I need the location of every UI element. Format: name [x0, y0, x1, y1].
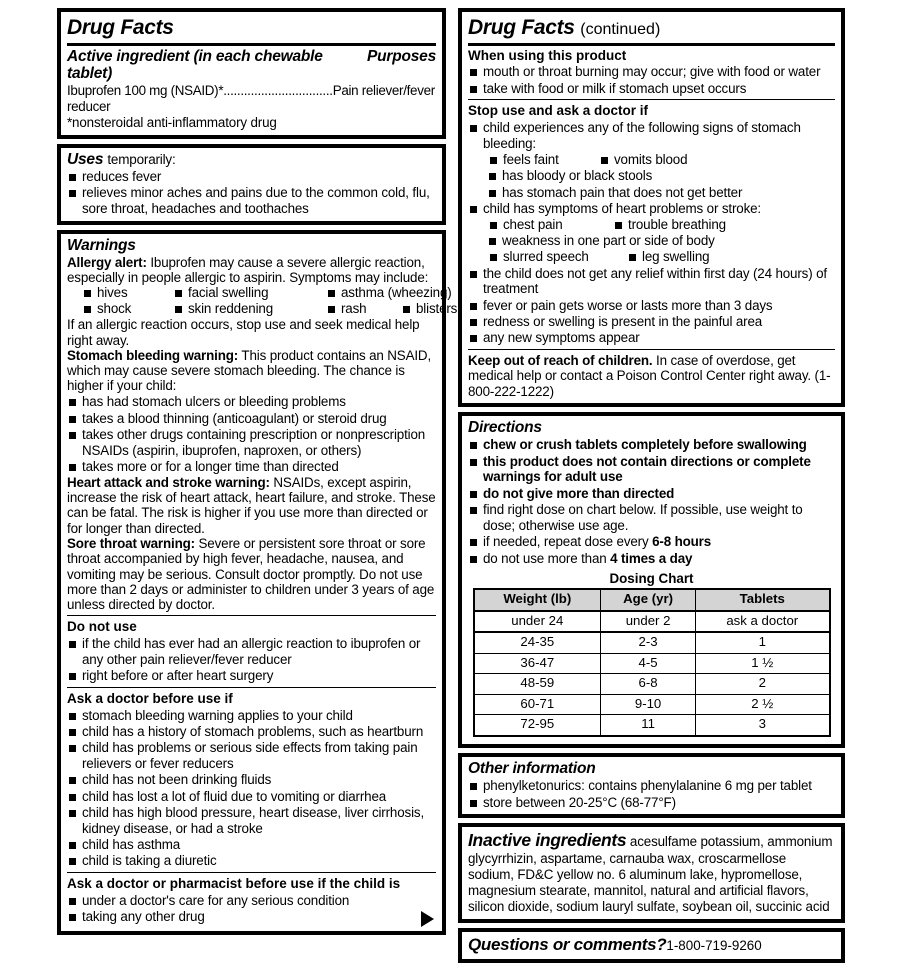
- active-ingredient-footnote: *nonsteroidal anti-inflammatory drug: [67, 114, 277, 130]
- list-item: child has a history of stomach problems, such as heartburn: [67, 724, 436, 740]
- symptom-item: skin reddening: [175, 301, 328, 317]
- direction-emphasis: 4 times a day: [610, 550, 693, 566]
- stomach-bleeding-text: This product contains an NSAID, which may cause severe stomach bleeding. The chance is higher if your child:: [67, 347, 432, 394]
- page-title: Drug Facts: [67, 16, 174, 39]
- uses-list: [67, 169, 436, 217]
- ask-pharmacist-list: [67, 893, 436, 925]
- cell-tablets: 3: [696, 715, 830, 736]
- cell-age: 9-10: [601, 694, 696, 715]
- divider: [67, 687, 436, 688]
- when-using-heading: When using this product: [468, 47, 627, 63]
- stop-use-rest-list: [468, 266, 835, 347]
- page-title-continued-text: Drug Facts: [468, 16, 575, 39]
- allergy-symptoms-row-2: [67, 301, 458, 317]
- sign-item: feels faint: [490, 152, 601, 168]
- heart-symptoms-list: [468, 233, 835, 249]
- directions-heading: Directions: [468, 419, 542, 437]
- allergy-symptoms-row-1: [67, 285, 452, 301]
- direction-emphasis: 6-8 hours: [652, 534, 712, 550]
- symptom-item: facial swelling: [175, 285, 328, 301]
- list-item: any new symptoms appear: [468, 330, 835, 346]
- heart-attack-text: NSAIDs, except aspirin, increase the risk of heart attack, heart failure, and stroke. These can be fatal. The risk is higher if you use more than directed or for longer than directed.: [67, 474, 436, 536]
- direction-text: if needed, repeat dose every: [483, 534, 653, 550]
- sore-throat-paragraph: [67, 536, 436, 612]
- panel-inactive-ingredients: [458, 823, 845, 923]
- list-item: under a doctor's care for any serious condition: [67, 893, 436, 909]
- heart-symptoms-inline-row-1: [468, 217, 835, 233]
- table-row: [474, 653, 830, 674]
- panel-questions: [458, 928, 845, 963]
- stomach-bleeding-paragraph: [67, 348, 436, 394]
- do-not-use-list: [67, 636, 436, 684]
- questions-phone: 1-800-719-9260: [666, 938, 762, 954]
- list-item: redness or swelling is present in the painful area: [468, 314, 835, 330]
- sign-item: vomits blood: [601, 152, 687, 168]
- list-item: child has high blood pressure, heart disease, liver cirrhosis, kidney disease, or had a stroke: [67, 805, 436, 837]
- divider: [67, 43, 436, 46]
- divider: [468, 349, 835, 350]
- panel-warnings: [57, 230, 458, 935]
- cell-weight: under 24: [474, 611, 601, 633]
- active-ingredient-heading: Active ingredient (in each chewable tablet): [67, 47, 323, 83]
- list-item: fever or pain gets worse or lasts more than 3 days: [468, 298, 835, 314]
- right-column: [458, 8, 845, 963]
- list-item: if the child has ever had an allergic reaction to ibuprofen or any other pain reliever/fever reducer: [67, 636, 436, 668]
- list-item: child has problems or serious side effects from taking pain relievers or fever reducers: [67, 740, 436, 772]
- panel-other-information: [458, 753, 845, 818]
- cell-tablets: 2: [696, 674, 830, 695]
- column-header: Age (yr): [601, 589, 696, 611]
- list-item: takes a blood thinning (anticoagulant) or steroid drug: [67, 411, 436, 427]
- inactive-ingredients-text: acesulfame potassium, ammonium glycyrrhizin, aspartame, carnauba wax, croscarmellose sodium, FD&C yellow no. 6 aluminum lake, hypromellose, magnesium stearate, mannitol, natural and artificial flavors, silicon dioxide, sodium lauryl sulfate, soybean oil, succinic acid: [468, 834, 833, 915]
- cell-weight: 60-71: [474, 694, 601, 715]
- panel-directions: [458, 412, 845, 748]
- cell-weight: 24-35: [474, 632, 601, 653]
- cell-weight: 72-95: [474, 715, 601, 736]
- page-title-continued: [468, 15, 835, 42]
- uses-subheading: temporarily:: [107, 151, 176, 167]
- list-item: has had stomach ulcers or bleeding problems: [67, 394, 436, 410]
- cell-age: 6-8: [601, 674, 696, 695]
- when-using-list: [468, 64, 835, 96]
- warnings-heading: Warnings: [67, 236, 136, 254]
- allergy-alert-label: Allergy alert:: [67, 254, 147, 270]
- list-item: right before or after heart surgery: [67, 668, 436, 684]
- divider: [468, 43, 835, 46]
- table-header-row: [474, 589, 830, 611]
- symptom-item: leg swelling: [629, 249, 709, 265]
- questions-line: [468, 935, 835, 955]
- stop-use-list: [468, 120, 835, 152]
- stomach-signs-inline-row: [468, 152, 835, 168]
- cell-weight: 48-59: [474, 674, 601, 695]
- questions-heading: Questions or comments?: [468, 935, 667, 955]
- cell-age: under 2: [601, 611, 696, 633]
- list-item: [468, 551, 835, 567]
- uses-heading: [67, 151, 436, 169]
- heart-attack-label: Heart attack and stroke warning:: [67, 474, 270, 490]
- list-item: has stomach pain that does not get better: [487, 185, 835, 201]
- stomach-bleeding-label: Stomach bleeding warning:: [67, 347, 239, 363]
- sore-throat-label: Sore throat warning:: [67, 535, 195, 551]
- cell-age: 2-3: [601, 632, 696, 653]
- symptom-item: asthma (wheezing): [328, 285, 452, 301]
- symptom-item: chest pain: [490, 217, 615, 233]
- divider: [468, 99, 835, 100]
- table-row: [474, 632, 830, 653]
- directions-list: [468, 437, 835, 566]
- list-item: mouth or throat burning may occur; give with food or water: [468, 64, 835, 80]
- divider: [67, 615, 436, 616]
- table-row: [474, 611, 830, 633]
- cell-weight: 36-47: [474, 653, 601, 674]
- cell-tablets: 1: [696, 632, 830, 653]
- dosing-chart-title: Dosing Chart: [609, 571, 694, 587]
- cell-tablets: ask a doctor: [696, 611, 830, 633]
- list-item: the child does not get any relief within first day (24 hours) of treatment: [468, 266, 835, 298]
- column-header: Tablets: [696, 589, 830, 611]
- divider: [67, 872, 436, 873]
- keep-out-of-reach-paragraph: [468, 353, 835, 399]
- heart-symptoms-inline-row-2: [468, 249, 835, 265]
- symptom-item: rash: [328, 301, 403, 317]
- panel-active-ingredient: [57, 8, 446, 139]
- panel-warnings-continued: [458, 8, 845, 407]
- uses-heading-text: Uses: [67, 150, 104, 168]
- direction-text: do not use more than: [483, 550, 611, 566]
- column-header: Weight (lb): [474, 589, 601, 611]
- list-item: has bloody or black stools: [487, 168, 835, 184]
- keep-out-text: In case of overdose, get medical help or contact a Poison Control Center right away. (1-800-222-1222): [468, 353, 831, 399]
- other-information-list: [468, 778, 835, 810]
- continued-label: (continued): [580, 21, 661, 38]
- list-item: find right dose on chart below. If possible, use weight to dose; otherwise use age.: [468, 502, 835, 534]
- cell-age: 4-5: [601, 653, 696, 674]
- list-item: chew or crush tablets completely before swallowing: [468, 437, 835, 453]
- list-item: phenylketonurics: contains phenylalanine 6 mg per tablet: [468, 778, 835, 794]
- symptom-item: trouble breathing: [615, 217, 726, 233]
- table-row: [474, 674, 830, 695]
- allergy-closing-text: If an allergic reaction occurs, stop use and seek medical help right away.: [67, 317, 420, 348]
- list-item: take with food or milk if stomach upset occurs: [468, 81, 835, 97]
- list-item: child has lost a lot of fluid due to vomiting or diarrhea: [67, 789, 436, 805]
- list-item: takes other drugs containing prescription or nonprescription NSAIDs (aspirin, ibuprofen, naproxen, or others): [67, 427, 436, 459]
- symptom-item: hives: [84, 285, 175, 301]
- cell-tablets: 2 ½: [696, 694, 830, 715]
- stomach-signs-list: [468, 168, 835, 200]
- active-ingredient-line: Ibuprofen 100 mg (NSAID)*................................Pain reliever/fever reducer: [67, 83, 435, 114]
- heart-symptoms-parent: [468, 201, 835, 217]
- list-item: child has not been drinking fluids: [67, 772, 436, 788]
- purposes-heading: Purposes: [366, 47, 436, 65]
- cell-tablets: 1 ½: [696, 653, 830, 674]
- list-item: reduces fever: [67, 169, 436, 185]
- table-row: [474, 715, 830, 736]
- stop-use-heading: Stop use and ask a doctor if: [468, 103, 649, 119]
- allergy-alert-paragraph: [67, 255, 436, 286]
- sore-throat-text: Severe or persistent sore throat or sore throat accompanied by high fever, headache, nausea, and vomiting may be serious. Consult doctor promptly. Do not use more than 2 days or administer to children under 3 years of age unless directed by doctor.: [67, 535, 435, 613]
- list-item: child has symptoms of heart problems or stroke:: [468, 201, 835, 217]
- inactive-ingredients-heading: Inactive ingredients: [468, 830, 627, 851]
- dosing-chart-table: [473, 588, 831, 737]
- ask-pharmacist-heading: Ask a doctor or pharmacist before use if the child is: [67, 876, 401, 892]
- stomach-bleeding-list: [67, 394, 436, 475]
- list-item: relieves minor aches and pains due to the common cold, flu, sore throat, headaches and toothaches: [67, 185, 436, 217]
- ask-doctor-list: [67, 708, 436, 870]
- list-item: store between 20-25°C (68-77°F): [468, 795, 835, 811]
- list-item: [468, 534, 835, 550]
- symptom-item: slurred speech: [490, 249, 629, 265]
- list-item: child is taking a diuretic: [67, 853, 436, 869]
- list-item: this product does not contain directions or complete warnings for adult use: [468, 454, 835, 486]
- inactive-ingredients-paragraph: [468, 830, 835, 915]
- heart-attack-paragraph: [67, 475, 436, 536]
- table-row: [474, 694, 830, 715]
- keep-out-label: Keep out of reach of children.: [468, 353, 653, 369]
- other-information-heading: Other information: [468, 759, 596, 777]
- cell-age: 11: [601, 715, 696, 736]
- allergy-alert-text: Ibuprofen may cause a severe allergic reaction, especially in people allergic to aspirin. Symptoms may include:: [67, 254, 429, 285]
- active-ingredient-heading-row: [67, 48, 436, 84]
- ask-doctor-heading: Ask a doctor before use if: [67, 690, 233, 706]
- list-item: do not give more than directed: [468, 486, 835, 502]
- list-item: child experiences any of the following signs of stomach bleeding:: [468, 120, 835, 152]
- list-item: child has asthma: [67, 837, 436, 853]
- do-not-use-heading: Do not use: [67, 619, 137, 635]
- panel-uses: [57, 144, 446, 225]
- list-item: stomach bleeding warning applies to your child: [67, 708, 436, 724]
- list-item: takes more or for a longer time than directed: [67, 459, 436, 475]
- list-item: taking any other drug: [67, 909, 436, 925]
- symptom-item: blisters: [403, 301, 457, 317]
- left-column: [57, 8, 458, 935]
- symptom-item: shock: [84, 301, 175, 317]
- list-item: weakness in one part or side of body: [487, 233, 835, 249]
